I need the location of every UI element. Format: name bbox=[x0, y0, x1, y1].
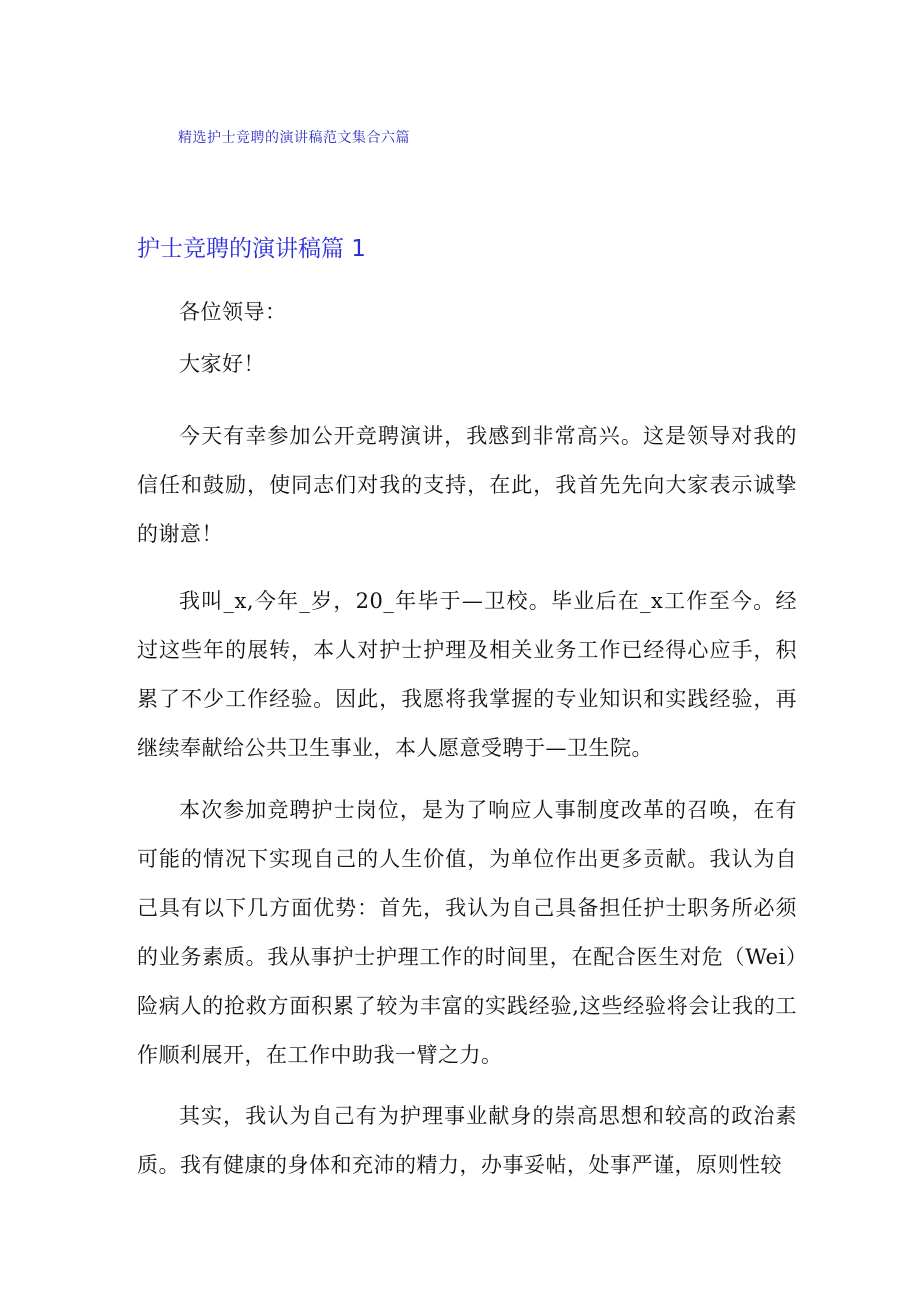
paragraph-3: 本次参加竞聘护士岗位，是为了响应人事制度改革的召唤，在有可能的情况下实现自己的人生价值，为单位作出更多贡献。我认为自己具有以下几方面优势：首先，我认为自己具备担任护士职务所必须的业务素质。我从事护士护理工作的时间里，在配合医生对危（Wei）险病人的抢救方面积累了较为丰富的实践经验,这些经验将会让我的工作顺利展开，在工作中助我一臂之力。 bbox=[137, 798, 797, 1067]
greeting: 大家好！ bbox=[179, 352, 265, 376]
salutation: 各位领导： bbox=[179, 300, 287, 324]
document-header-title: 精选护士竞聘的演讲稿范文集合六篇 bbox=[178, 130, 410, 146]
paragraph-2: 我叫_x,今年_岁，20_年毕于—卫校。毕业后在_x工作至今。经过这些年的展转，本人对护士护理及相关业务工作已经得心应手，积累了不少工作经验。因此，我愿将我掌握的专业知识和实践经验，再继续奉献给公共卫生事业，本人愿意受聘于—卫生院。 bbox=[137, 589, 797, 760]
section-title: 护士竞聘的演讲稿篇 1 bbox=[137, 236, 366, 262]
paragraph-1: 今天有幸参加公开竞聘演讲，我感到非常高兴。这是领导对我的信任和鼓励，使同志们对我的支持，在此，我首先先向大家表示诚挚的谢意！ bbox=[137, 424, 797, 546]
paragraph-4: 其实，我认为自己有为护理事业献身的崇高思想和较高的政治素质。我有健康的身体和充沛的精力，办事妥帖，处事严谨，原则性较 bbox=[137, 1104, 797, 1177]
